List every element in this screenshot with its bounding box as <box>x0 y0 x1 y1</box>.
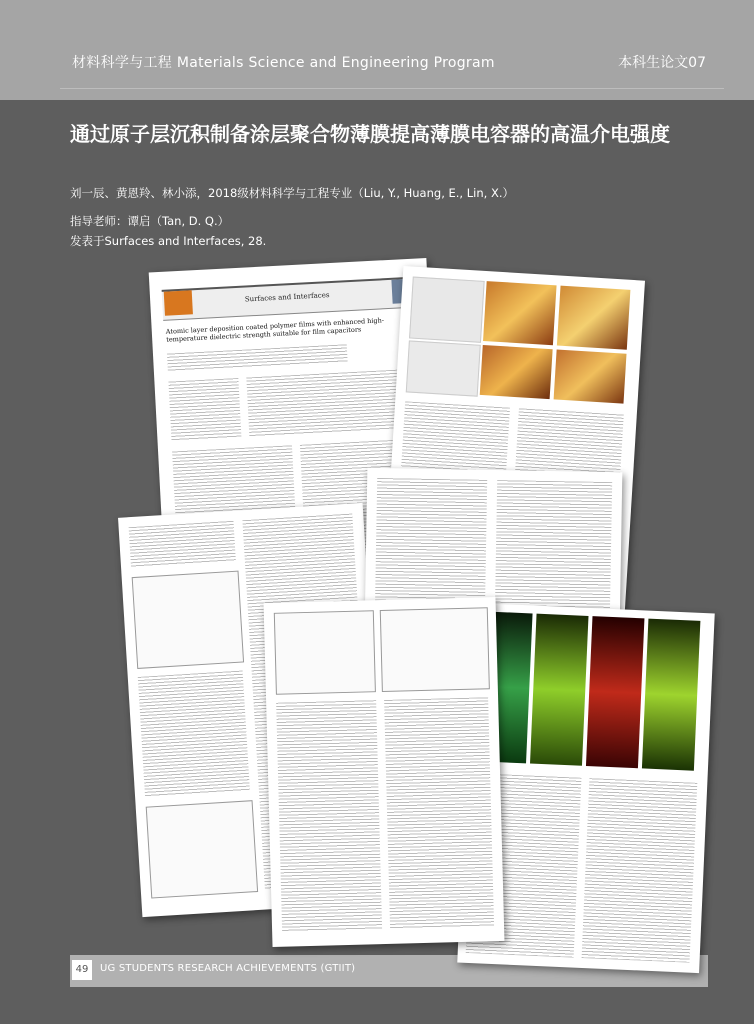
author-lines <box>167 344 348 371</box>
afm-image <box>480 345 553 399</box>
elsevier-logo <box>164 290 193 315</box>
text-column-right <box>384 697 494 930</box>
text-column-left <box>276 700 382 933</box>
eds-map <box>642 619 700 771</box>
paper-title: Atomic layer deposition coated polymer films with enhanced high-temperature dielectric strength suitable for film capacitors <box>165 316 385 344</box>
text-block <box>129 521 236 567</box>
eds-map <box>586 616 644 768</box>
article-advisor: 指导老师：谭启（Tan, D. Q.） <box>70 214 230 228</box>
weibull-plot <box>132 571 244 669</box>
journal-header <box>162 277 413 321</box>
program-title: 材料科学与工程 Materials Science and Engineering Program <box>72 55 495 71</box>
afm-image <box>483 281 557 345</box>
article-authors: 刘一辰、黄恩羚、林小添，2018级材料科学与工程专业（Liu, Y., Huang, E., Lin, X.） <box>70 186 514 200</box>
article-info-block <box>168 378 241 442</box>
breakdown-plot <box>274 610 376 695</box>
article-source: 发表于Surfaces and Interfaces, 28. <box>70 234 267 248</box>
afm-image <box>554 349 627 403</box>
figure-panel <box>409 277 485 343</box>
header-divider <box>60 88 724 89</box>
article-title: 通过原子层沉积制备涂层聚合物薄膜提高薄膜电容器的高温介电强度 <box>70 122 670 146</box>
energy-density-plot <box>146 800 258 898</box>
page-number: 49 <box>72 960 92 980</box>
eds-map <box>530 614 588 766</box>
section-number: 本科生论文07 <box>618 55 706 71</box>
text-column-right <box>582 778 698 963</box>
text-column-left <box>138 671 250 797</box>
figure-panel <box>406 340 481 396</box>
journal-name: Surfaces and Interfaces <box>244 291 330 304</box>
afm-image <box>557 286 631 350</box>
header-band <box>0 0 754 100</box>
breakdown-plot <box>380 607 490 692</box>
footer-text: UG STUDENTS RESEARCH ACHIEVEMENTS (GTIIT) <box>100 963 356 974</box>
paper-page-6 <box>264 597 505 947</box>
